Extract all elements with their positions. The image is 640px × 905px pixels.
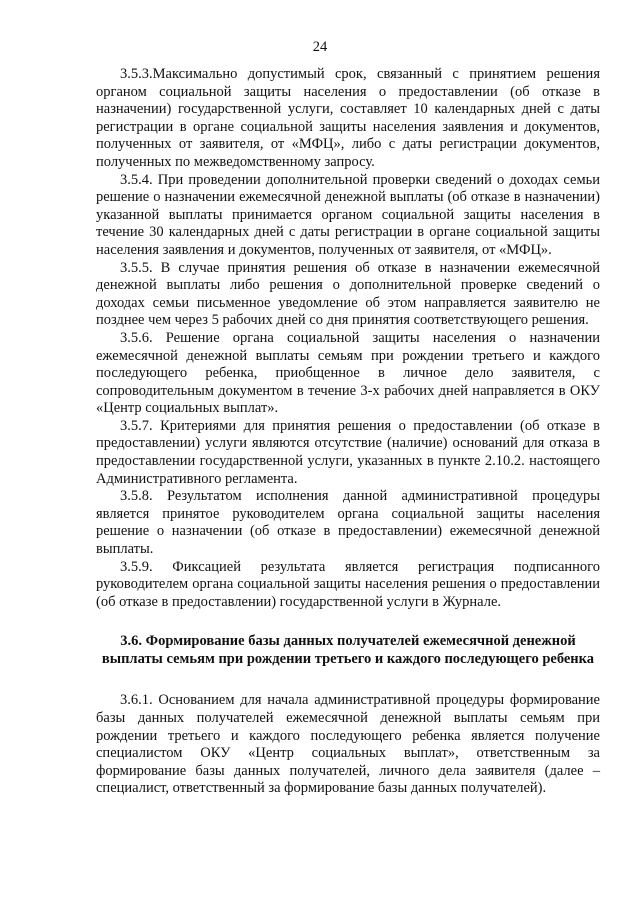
document-body [96,66,600,798]
paragraph-3-5-4: 3.5.4. При проведении дополнительной проверки сведений о доходах семьи решение о назначении ежемесячной денежной выплаты (об отказе в назначении) указанной выплаты принимается органом социальной защиты населения в течение 30 календарных дней с даты регистрации в органе социальной защиты населения заявления и документов, полученных от заявителя, от «МФЦ». [96,171,600,258]
paragraph-3-5-7: 3.5.7. Критериями для принятия решения о предоставлении (об отказе в предоставлении) услуги являются отсутствие (наличие) оснований для отказа в предоставлении государственной услуги, указанных в пункте 2.10.2. настоящего Административного регламента. [96,417,600,487]
page-number: 24 [312,39,328,55]
paragraph-3-5-6: 3.5.6. Решение органа социальной защиты населения о назначении ежемесячной денежной выплаты семьям при рождении третьего и каждого последующего ребенка, приобщенное в личное дело заявителя, с сопроводительным документом в течение 3-х рабочих дней направляется в ОКУ «Центр социальных выплат». [96,329,600,417]
paragraph-3-6-1: 3.6.1. Основанием для начала административной процедуры формирование базы данных получателей ежемесячной денежной выплаты семьям при рождении третьего и каждого последующего ребенка является получение специалистом ОКУ «Центр социальных выплат», ответственным за формирование базы данных получателей, личного дела заявителя (далее – специалист, ответственный за формирование базы данных получателей). [96,692,600,797]
paragraph-3-5-5: 3.5.5. В случае принятия решения об отказе в назначении ежемесячной денежной выплаты либо решения о дополнительной проверке сведений о доходах семьи письменное уведомление об этом направляется заявителю не позднее чем через 5 рабочих дней со дня принятия соответствующего решения. [96,259,600,329]
paragraph-3-5-8: 3.5.8. Результатом исполнения данной административной процедуры является принятое руководителем органа социальной защиты населения решение о назначении (об отказе в предоставлении) ежемесячной денежной выплаты. [96,488,600,558]
section-heading: 3.6. Формирование базы данных получателей ежемесячной денежной выплаты семьям при рождении третьего и каждого последующего ребенка [101,633,595,668]
paragraph-3-5-3: 3.5.3.Максимально допустимый срок, связанный с принятием решения органом социальной защиты населения о предоставлении (об отказе в назначении) государственной услуги, составляет 10 календарных дней с даты регистрации в органе социальной защиты населения заявления и документов, полученных от заявителя, от «МФЦ», либо с даты регистрации документов, полученных по межведомственному запросу. [96,66,600,170]
paragraph-3-5-9: 3.5.9. Фиксацией результата является регистрация подписанного руководителем органа социальной защиты населения решения о предоставлении (об отказе в предоставлении) государственной услуги в Журнале. [96,558,600,610]
